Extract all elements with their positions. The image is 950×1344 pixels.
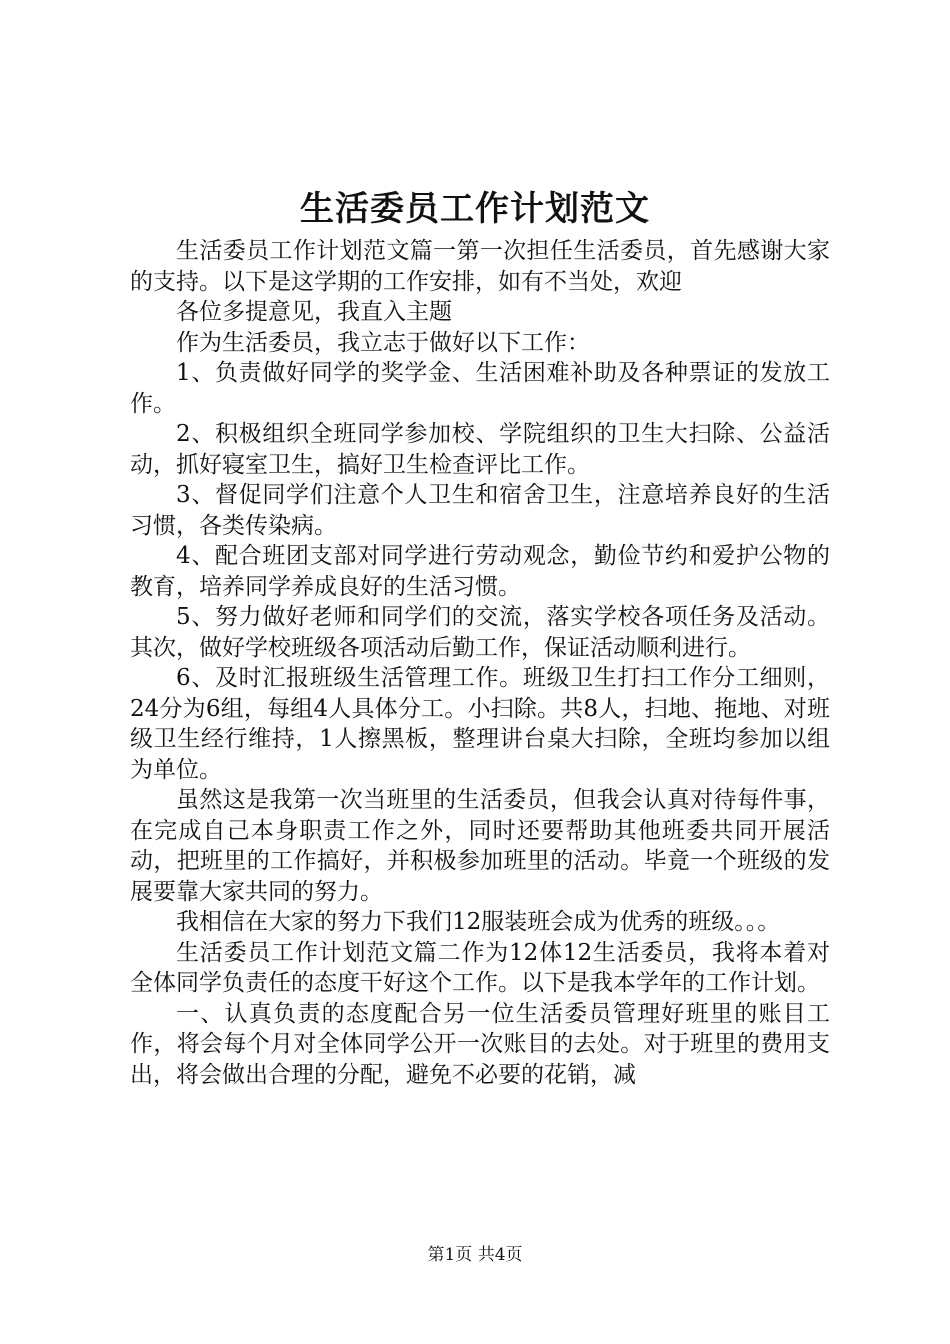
paragraph-part-two-item-1: 一、认真负责的态度配合另一位生活委员管理好班里的账目工作，将会每个月对全体同学公开一次账目的去处。对于班里的费用支出，将会做出合理的分配，避免不必要的花销，减	[130, 1000, 830, 1088]
paragraph-item-3: 3、督促同学们注意个人卫生和宿舍卫生，注意培养良好的生活习惯，各类传染病。	[130, 482, 830, 539]
document-title: 生活委员工作计划范文	[300, 189, 650, 229]
page-number-footer: 第1页 共4页	[427, 1245, 523, 1265]
paragraph-item-5: 5、努力做好老师和同学们的交流，落实学校各项任务及活动。其次，做好学校班级各项活动后勤工作，保证活动顺利进行。	[130, 604, 830, 661]
paragraph-intro: 生活委员工作计划范文篇一第一次担任生活委员，首先感谢大家的支持。以下是这学期的工作安排，如有不当处，欢迎	[130, 238, 830, 295]
paragraph-closing: 虽然这是我第一次当班里的生活委员，但我会认真对待每件事，在完成自己本身职责工作之外，同时还要帮助其他班委共同开展活动，把班里的工作搞好，并积极参加班里的活动。毕竟一个班级的发展要靠大家共同的努力。	[130, 787, 830, 905]
paragraph-part-two-intro: 生活委员工作计划范文篇二作为12体12生活委员，我将本着对全体同学负责任的态度干好这个工作。以下是我本学年的工作计划。	[130, 939, 830, 996]
paragraph-goal: 作为生活委员，我立志于做好以下工作：	[176, 329, 590, 356]
paragraph-item-2: 2、积极组织全班同学参加校、学院组织的卫生大扫除、公益活动，抓好寝室卫生，搞好卫生检查评比工作。	[130, 421, 830, 478]
paragraph-item-1: 1、负责做好同学的奖学金、生活困难补助及各种票证的发放工作。	[130, 360, 830, 417]
paragraph-item-6: 6、及时汇报班级生活管理工作。班级卫生打扫工作分工细则，24分为6组，每组4人具体分工。小扫除。共8人，扫地、拖地、对班级卫生经行维持，1人擦黑板，整理讲台桌大扫除，全班均参加以组为单位。	[130, 665, 830, 783]
paragraph-intro-continued: 各位多提意见，我直入主题	[176, 299, 452, 325]
paragraph-item-4: 4、配合班团支部对同学进行劳动观念，勤俭节约和爱护公物的教育，培养同学养成良好的生活习惯。	[130, 543, 830, 600]
paragraph-belief: 我相信在大家的努力下我们12服装班会成为优秀的班级。。。	[176, 909, 781, 935]
document-body	[130, 236, 830, 1090]
